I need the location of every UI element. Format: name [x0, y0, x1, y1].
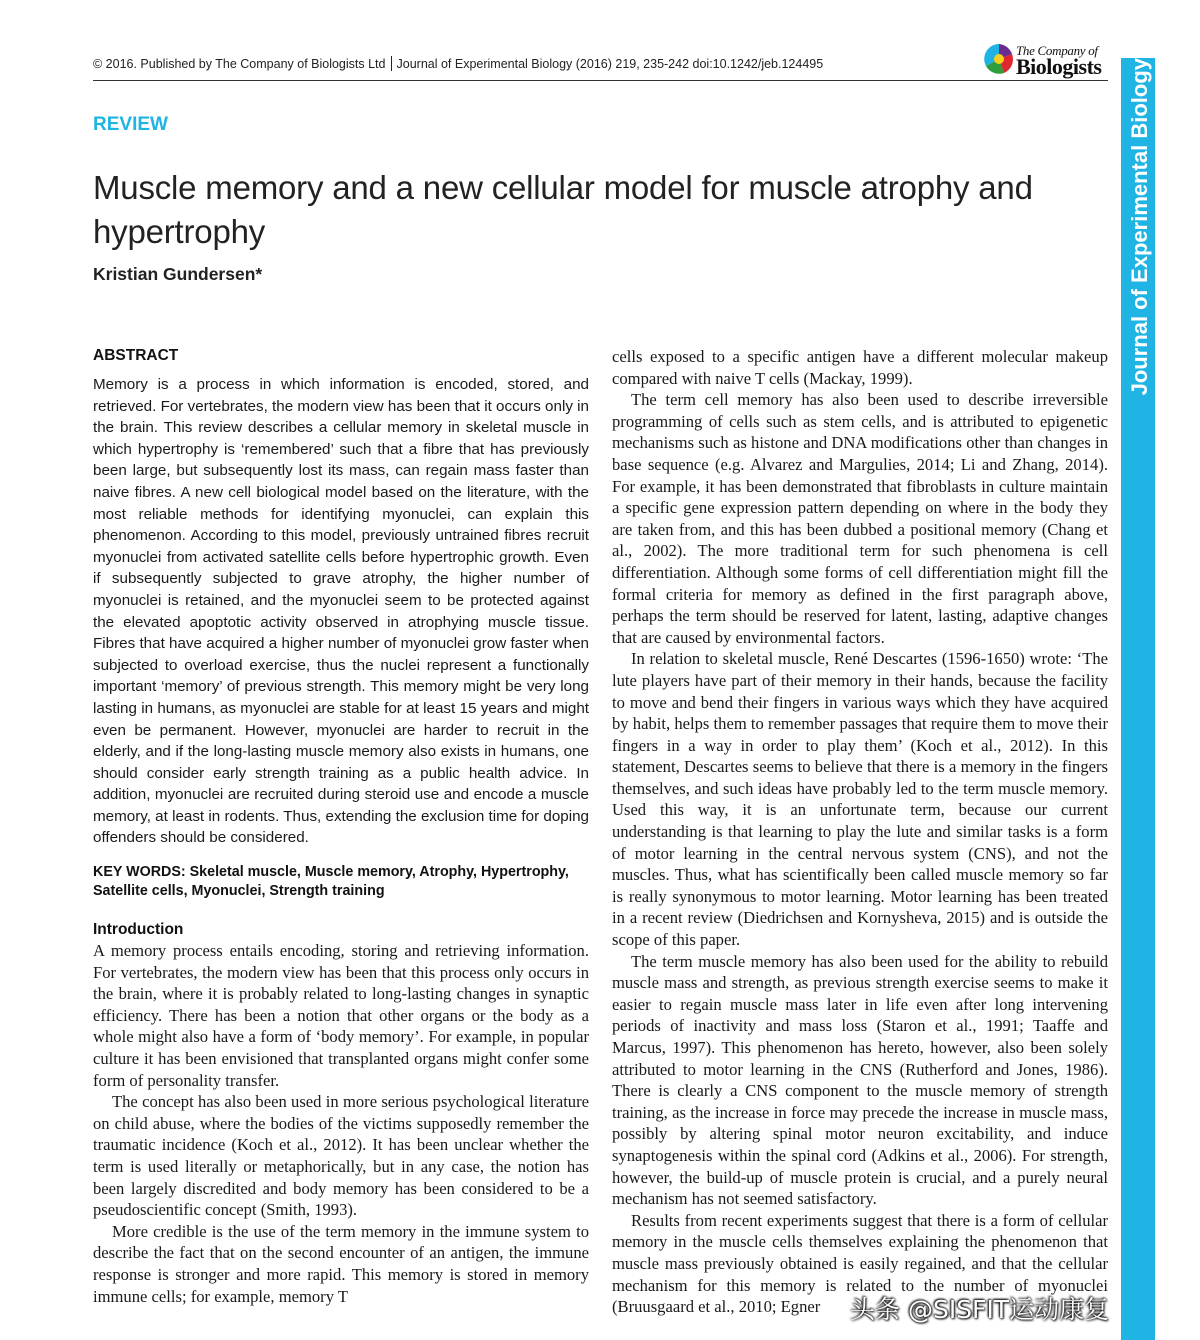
journal-sidebar: [1121, 58, 1155, 1340]
header-separator: [391, 56, 392, 71]
logo-line-2: Biologists: [1016, 54, 1102, 79]
article-type-label: REVIEW: [93, 114, 168, 135]
article-author[interactable]: Kristian Gundersen*: [93, 264, 263, 284]
cell-logo-icon: [982, 40, 1016, 78]
page-header: [93, 56, 973, 71]
journal-citation: Journal of Experimental Biology (2016) 219, 235-242 doi:10.1242/jeb.124495: [396, 57, 824, 71]
sidebar-journal-name: Journal of Experimental Biology: [1127, 58, 1152, 396]
right-paragraph-2: The term cell memory has also been used to describe irreversible programming of cells such as stem cells, and is attributed to epigenetic mechanisms such as histone and DNA modifications other than changes in base sequence (e.g. Alvarez and Margulies, 2014; Li and Zhang, 2014). For example, it has been demonstrated that fibroblasts in culture maintain a specific gene expression pattern depending on where in the body they are taken from, and this has been dubbed a positional memory (Chang et al., 2002). The more traditional term for such phenomena is cell differentiation. Although some forms of cell differentiation might fill the formal criteria for memory as defined in the first paragraph above, perhaps the term should be reserved for latent, lasting, adaptive changes that are caused by environmental factors.: [612, 390, 1108, 647]
right-paragraph-1: cells exposed to a specific antigen have a different molecular makeup compared with naive T cells (Mackay, 1999).: [612, 347, 1108, 388]
left-column: [93, 346, 589, 1307]
right-paragraph-5: Results from recent experiments suggest that there is a form of cellular memory in the muscle cells themselves explaining the phenomenon that muscle mass previously obtained is easily regained, and that the cellular mechanism for this memory is related to the number of myonuclei (Bruusgaard et al., 2010; Egner: [612, 1210, 1108, 1317]
keywords: KEY WORDS: Skeletal muscle, Muscle memory, Atrophy, Hypertrophy, Satellite cells, Myonuclei, Strength training: [93, 864, 569, 900]
article-title: Muscle memory and a new cellular model for muscle atrophy and hypertrophy: [93, 169, 1033, 250]
intro-paragraph-1: A memory process entails encoding, storing and retrieving information. For vertebrates, the modern view has been that this process only occurs in the brain, where it is probably related to long-lasting changes in synaptic efficiency. There has been a notion that other organs or the body as a whole might also have a form of ‘body memory’. For example, in popular culture it has been envisioned that transplanted organs might confer some form of personality transfer.: [93, 941, 589, 1090]
watermark: 头条 @SISFIT运动康复: [850, 1295, 1110, 1324]
intro-paragraph-3: More credible is the use of the term memory in the immune system to describe the fact that on the second encounter of an antigen, the immune response is stronger and more rapid. This memory is stored in memory immune cells; for example, memory T: [93, 1221, 589, 1306]
copyright-text: © 2016. Published by The Company of Biologists Ltd: [93, 57, 386, 71]
right-paragraph-3: In relation to skeletal muscle, René Descartes (1596-1650) wrote: ‘The lute players have part of their memory in their hands, because the facility to move and bend their fingers in various ways which they have acquired by habit, helps them to remember passages that require them to move their fingers in a way in order to play them’ (Koch et al., 2012). In this statement, Descartes seems to believe that there is a memory in the fingers themselves, and such ideas have probably led to the term muscle memory. Used this way, it is an unfortunate term, because our current understanding is that learning to play the lute and similar tasks is a form of motor learning in the central nervous system (CNS), and not the muscles. Thus, what has scientifically been called muscle memory so far is really synonymous to motor learning. Motor learning has been treated in a recent review (Diedrichsen and Kornysheva, 2015) and is outside the scope of this paper.: [612, 649, 1108, 950]
publisher-logo[interactable]: [982, 40, 1112, 80]
introduction-heading: Introduction: [93, 921, 184, 939]
intro-paragraph-2: The concept has also been used in more serious psychological literature on child abuse, where the bodies of the victims supposedly remember the traumatic incidence (Koch et al., 2012). It has been unclear whether the term is used literally or metaphorically, but in any case, the notion has been largely discredited and body memory has been considered to be a pseudoscientific concept (Smith, 1993).: [93, 1092, 589, 1220]
abstract-body: Memory is a process in which information is encoded, stored, and retrieved. For vertebrates, the modern view has been that it occurs only in the brain. This review describes a cellular memory in skeletal muscle in which hypertrophy is ‘remembered’ such that a fibre that has previously been large, but subsequently lost its mass, can regain mass faster than naive fibres. A new cell biological model based on the literature, with the most reliable methods for identifying myonuclei, can explain this phenomenon. According to this model, previously untrained fibres recruit myonuclei from activated satellite cells before hypertrophic growth. Even if subsequently subjected to grave atrophy, the higher number of myonuclei is retained, and the myonuclei seem to be protected against the elevated apoptotic activity observed in atrophying muscle tissue. Fibres that have acquired a higher number of myonuclei grow faster when subjected to overload exercise, thus the nuclei represent a functionally important ‘memory’ of previous strength. This memory might be very long lasting in humans, as myonuclei are stable for at least 15 years and might even be permanent. However, myonuclei are harder to recruit in the elderly, and if the long-lasting muscle memory also exists in humans, one should consider early strength training as a public health advice. In addition, myonuclei are recruited during steroid use and encode a muscle memory, at least in rodents. Thus, extending the exclusion time for doping offenders should be considered.: [93, 376, 589, 847]
right-column: [612, 346, 1108, 1318]
right-paragraph-4: The term muscle memory has also been used for the ability to rebuild muscle mass and strength, as previous strength exercise seems to make it easier to regain muscle mass later in life even after long intervening periods of inactivity and mass loss (Staron et al., 1991; Taaffe and Marcus, 1997). This phenomenon has hereto, however, also been solely attributed to motor learning in the CNS (Rutherford and Jones, 1986). There is clearly a CNS component to the muscle memory of strength training, as the increase in force may precede the increase in muscle mass, possibly by altering spinal motor neuron excitability, and induce synaptogenesis within the spinal cord (Adkins et al., 2006). For strength, however, the build-up of muscle protein is crucial, and a purely neural mechanism has not seemed satisfactory.: [612, 951, 1108, 1209]
logo-line-1: The Company of: [1016, 43, 1098, 58]
header-rule: [93, 80, 1108, 81]
sidebar-title: [1121, 58, 1155, 1340]
abstract-heading: ABSTRACT: [93, 347, 179, 364]
